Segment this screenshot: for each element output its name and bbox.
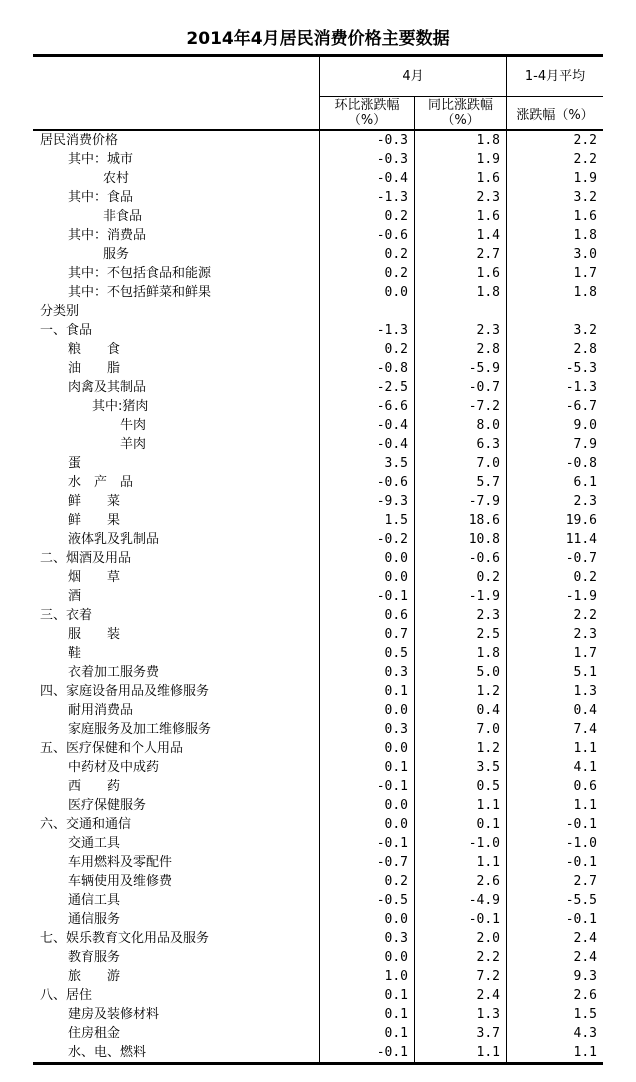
table-row bbox=[33, 188, 603, 207]
yoy-value: 7.2 bbox=[415, 967, 507, 986]
avg-value: 9.3 bbox=[573, 969, 597, 984]
avg-value: -1.0 bbox=[565, 836, 597, 851]
yoy-value: 1.6 bbox=[415, 264, 507, 283]
avg-value: 1.5 bbox=[573, 1007, 597, 1022]
table-row bbox=[33, 169, 603, 188]
row-label: 其中：不包括食品和能源 bbox=[33, 264, 320, 283]
row-label: 烟 草 bbox=[33, 568, 320, 587]
yoy-value: -1.0 bbox=[415, 834, 507, 853]
yoy-value: 7.0 bbox=[415, 454, 507, 473]
mom-value: -2.5 bbox=[320, 378, 415, 397]
row-label: 通信工具 bbox=[33, 891, 320, 910]
mom-value: -0.7 bbox=[320, 853, 415, 872]
table-row bbox=[33, 1005, 603, 1024]
mom-value: -1.3 bbox=[320, 188, 415, 207]
yoy-value: 2.2 bbox=[415, 948, 507, 967]
table-row bbox=[33, 777, 603, 796]
avg-value: 0.4 bbox=[573, 703, 597, 718]
mom-value: 3.5 bbox=[320, 454, 415, 473]
table-row bbox=[33, 625, 603, 644]
avg-value: 1.1 bbox=[573, 798, 597, 813]
mom-value: 0.1 bbox=[320, 758, 415, 777]
avg-value: -0.1 bbox=[565, 912, 597, 927]
mom-value: -0.1 bbox=[320, 834, 415, 853]
yoy-value: 18.6 bbox=[415, 511, 507, 530]
column-group-avg: 1-4月平均 bbox=[507, 57, 603, 97]
row-label: 四、家庭设备用品及维修服务 bbox=[33, 682, 320, 701]
avg-value: 4.1 bbox=[573, 760, 597, 775]
avg-value: 1.1 bbox=[573, 1045, 597, 1060]
mom-value: 0.1 bbox=[320, 986, 415, 1005]
avg-value: 1.7 bbox=[573, 266, 597, 281]
column-header-yoy-label: 同比涨跌幅 bbox=[427, 98, 493, 113]
avg-value: 0.6 bbox=[573, 779, 597, 794]
avg-value: 2.4 bbox=[573, 950, 597, 965]
row-label: 农村 bbox=[33, 169, 320, 188]
row-label: 水、电、燃料 bbox=[33, 1043, 320, 1062]
yoy-value: 1.2 bbox=[415, 739, 507, 758]
avg-value: -0.1 bbox=[565, 855, 597, 870]
row-label: 油 脂 bbox=[33, 359, 320, 378]
avg-value: -0.8 bbox=[565, 456, 597, 471]
row-label: 旅 游 bbox=[33, 967, 320, 986]
avg-value: 4.3 bbox=[573, 1026, 597, 1041]
yoy-value: -0.6 bbox=[415, 549, 507, 568]
table-row bbox=[33, 606, 603, 625]
row-label: 蛋 bbox=[33, 454, 320, 473]
mom-value: 0.0 bbox=[320, 910, 415, 929]
table-row bbox=[33, 948, 603, 967]
yoy-value: 1.8 bbox=[415, 644, 507, 663]
avg-value: 3.2 bbox=[573, 190, 597, 205]
avg-value: 9.0 bbox=[573, 418, 597, 433]
yoy-value: 2.4 bbox=[415, 986, 507, 1005]
table-row bbox=[33, 321, 603, 340]
row-label: 其中:猪肉 bbox=[33, 397, 320, 416]
avg-value: -1.9 bbox=[565, 589, 597, 604]
row-label: 一、食品 bbox=[33, 321, 320, 340]
table-row bbox=[33, 739, 603, 758]
yoy-value: 0.5 bbox=[415, 777, 507, 796]
mom-value: 0.0 bbox=[320, 283, 415, 302]
row-label: 五、医疗保健和个人用品 bbox=[33, 739, 320, 758]
yoy-value: 2.3 bbox=[415, 606, 507, 625]
yoy-value: 2.6 bbox=[415, 872, 507, 891]
mom-value: -0.1 bbox=[320, 587, 415, 606]
avg-value: 3.0 bbox=[573, 247, 597, 262]
mom-value: 0.1 bbox=[320, 682, 415, 701]
table-row bbox=[33, 891, 603, 910]
avg-value: 7.4 bbox=[573, 722, 597, 737]
avg-value: 5.1 bbox=[573, 665, 597, 680]
mom-value: 0.2 bbox=[320, 264, 415, 283]
row-label: 耐用消费品 bbox=[33, 701, 320, 720]
row-label: 建房及装修材料 bbox=[33, 1005, 320, 1024]
yoy-value: 1.6 bbox=[415, 169, 507, 188]
table-row bbox=[33, 720, 603, 739]
row-label: 通信服务 bbox=[33, 910, 320, 929]
avg-value: -1.3 bbox=[565, 380, 597, 395]
mom-value: 1.0 bbox=[320, 967, 415, 986]
avg-value: 2.2 bbox=[573, 152, 597, 167]
column-group-april: 4月 bbox=[320, 57, 507, 97]
row-label: 酒 bbox=[33, 587, 320, 606]
avg-value: 11.4 bbox=[565, 532, 597, 547]
mom-value: -1.3 bbox=[320, 321, 415, 340]
table-row bbox=[33, 834, 603, 853]
yoy-value: 1.8 bbox=[415, 283, 507, 302]
table-row bbox=[33, 416, 603, 435]
row-label: 衣着加工服务费 bbox=[33, 663, 320, 682]
table-row bbox=[33, 758, 603, 777]
row-label: 服 装 bbox=[33, 625, 320, 644]
table-row bbox=[33, 397, 603, 416]
yoy-value: 7.0 bbox=[415, 720, 507, 739]
mom-value: 0.2 bbox=[320, 872, 415, 891]
row-label: 七、娱乐教育文化用品及服务 bbox=[33, 929, 320, 948]
table-row bbox=[33, 853, 603, 872]
mom-value: -0.8 bbox=[320, 359, 415, 378]
row-label: 医疗保健服务 bbox=[33, 796, 320, 815]
yoy-value: 10.8 bbox=[415, 530, 507, 549]
table-row bbox=[33, 644, 603, 663]
avg-value: 2.8 bbox=[573, 342, 597, 357]
yoy-value: 1.3 bbox=[415, 1005, 507, 1024]
column-header-yoy bbox=[415, 97, 507, 129]
yoy-value: 6.3 bbox=[415, 435, 507, 454]
mom-value: -0.3 bbox=[320, 131, 415, 150]
mom-value: 0.3 bbox=[320, 929, 415, 948]
column-header-mom-label: 环比涨跌幅 bbox=[334, 98, 400, 113]
column-header-yoy-unit: （%） bbox=[441, 113, 480, 128]
table-row bbox=[33, 815, 603, 834]
mom-value: 0.0 bbox=[320, 948, 415, 967]
avg-value: 1.3 bbox=[573, 684, 597, 699]
avg-value: 2.2 bbox=[573, 608, 597, 623]
row-label: 六、交通和通信 bbox=[33, 815, 320, 834]
mom-value: -0.3 bbox=[320, 150, 415, 169]
table-row bbox=[33, 967, 603, 986]
mom-value: -0.4 bbox=[320, 435, 415, 454]
row-label: 肉禽及其制品 bbox=[33, 378, 320, 397]
row-label: 家庭服务及加工维修服务 bbox=[33, 720, 320, 739]
yoy-value: -5.9 bbox=[415, 359, 507, 378]
table-row bbox=[33, 872, 603, 891]
table-row bbox=[33, 1043, 603, 1062]
yoy-value: 3.5 bbox=[415, 758, 507, 777]
yoy-value: 2.5 bbox=[415, 625, 507, 644]
column-header-mom-unit: （%） bbox=[347, 113, 387, 128]
yoy-value: 2.7 bbox=[415, 245, 507, 264]
yoy-value: 1.9 bbox=[415, 150, 507, 169]
row-label: 其中：不包括鲜菜和鲜果 bbox=[33, 283, 320, 302]
avg-value: -5.3 bbox=[565, 361, 597, 376]
table-row bbox=[33, 207, 603, 226]
column-header-avg: 涨跌幅（%） bbox=[516, 107, 594, 123]
mom-value: -0.4 bbox=[320, 169, 415, 188]
yoy-value: 2.8 bbox=[415, 340, 507, 359]
yoy-value: 1.8 bbox=[415, 131, 507, 150]
table-row bbox=[33, 359, 603, 378]
table-row bbox=[33, 283, 603, 302]
mom-value: 0.3 bbox=[320, 720, 415, 739]
avg-value: 1.7 bbox=[573, 646, 597, 661]
mom-value: -6.6 bbox=[320, 397, 415, 416]
row-label: 其中：食品 bbox=[33, 188, 320, 207]
table-row bbox=[33, 340, 603, 359]
table-row bbox=[33, 549, 603, 568]
row-label: 粮 食 bbox=[33, 340, 320, 359]
mom-value: 0.1 bbox=[320, 1005, 415, 1024]
avg-value: -5.5 bbox=[565, 893, 597, 908]
yoy-value: 2.0 bbox=[415, 929, 507, 948]
table-row bbox=[33, 682, 603, 701]
yoy-value: 1.1 bbox=[415, 796, 507, 815]
row-label: 中药材及中成药 bbox=[33, 758, 320, 777]
mom-value: -0.2 bbox=[320, 530, 415, 549]
avg-value: 7.9 bbox=[573, 437, 597, 452]
table-row bbox=[33, 986, 603, 1005]
mom-value: 0.0 bbox=[320, 568, 415, 587]
row-label: 教育服务 bbox=[33, 948, 320, 967]
table-row bbox=[33, 910, 603, 929]
page-title: 2014年4月居民消费价格主要数据 bbox=[186, 29, 450, 49]
table-row bbox=[33, 150, 603, 169]
mom-value: 0.0 bbox=[320, 701, 415, 720]
avg-value: 2.3 bbox=[573, 494, 597, 509]
mom-value: 0.7 bbox=[320, 625, 415, 644]
avg-value: 1.8 bbox=[573, 228, 597, 243]
row-label: 羊肉 bbox=[33, 435, 320, 454]
row-label: 车用燃料及零配件 bbox=[33, 853, 320, 872]
table-row bbox=[33, 454, 603, 473]
yoy-value: -7.2 bbox=[415, 397, 507, 416]
yoy-value: 1.1 bbox=[415, 853, 507, 872]
mom-value: 0.6 bbox=[320, 606, 415, 625]
row-label: 其中：消费品 bbox=[33, 226, 320, 245]
table-row bbox=[33, 1024, 603, 1043]
row-label: 鲜 菜 bbox=[33, 492, 320, 511]
yoy-value: 1.2 bbox=[415, 682, 507, 701]
mom-value: -0.1 bbox=[320, 777, 415, 796]
mom-value: 0.0 bbox=[320, 739, 415, 758]
row-label: 水 产 品 bbox=[33, 473, 320, 492]
table-row bbox=[33, 473, 603, 492]
yoy-value bbox=[415, 302, 507, 321]
row-label: 住房租金 bbox=[33, 1024, 320, 1043]
table-row bbox=[33, 264, 603, 283]
avg-value: 6.1 bbox=[573, 475, 597, 490]
table-row bbox=[33, 530, 603, 549]
mom-value: 0.1 bbox=[320, 1024, 415, 1043]
avg-value: 2.7 bbox=[573, 874, 597, 889]
avg-value: 2.3 bbox=[573, 627, 597, 642]
avg-value: 2.4 bbox=[573, 931, 597, 946]
table-row bbox=[33, 587, 603, 606]
row-label: 八、居住 bbox=[33, 986, 320, 1005]
row-label: 车辆使用及维修费 bbox=[33, 872, 320, 891]
mom-value: 0.2 bbox=[320, 207, 415, 226]
table-body bbox=[33, 131, 603, 1062]
table-row bbox=[33, 568, 603, 587]
row-label: 交通工具 bbox=[33, 834, 320, 853]
mom-value: -0.5 bbox=[320, 891, 415, 910]
table-row bbox=[33, 701, 603, 720]
yoy-value: -0.7 bbox=[415, 378, 507, 397]
mom-value: 0.3 bbox=[320, 663, 415, 682]
yoy-value: -0.1 bbox=[415, 910, 507, 929]
mom-value: 0.0 bbox=[320, 815, 415, 834]
yoy-value: 1.1 bbox=[415, 1043, 507, 1062]
yoy-value: 0.2 bbox=[415, 568, 507, 587]
mom-value: -0.6 bbox=[320, 226, 415, 245]
avg-value: -0.1 bbox=[565, 817, 597, 832]
row-label: 非食品 bbox=[33, 207, 320, 226]
table-row bbox=[33, 378, 603, 397]
yoy-value: 1.4 bbox=[415, 226, 507, 245]
mom-value: 0.0 bbox=[320, 549, 415, 568]
table-row bbox=[33, 131, 603, 150]
yoy-value: -4.9 bbox=[415, 891, 507, 910]
avg-value: -6.7 bbox=[565, 399, 597, 414]
row-label: 分类别 bbox=[33, 302, 320, 321]
table-row bbox=[33, 663, 603, 682]
table-row bbox=[33, 511, 603, 530]
mom-value: 0.2 bbox=[320, 245, 415, 264]
avg-value: 1.8 bbox=[573, 285, 597, 300]
yoy-value: 8.0 bbox=[415, 416, 507, 435]
table-header bbox=[33, 57, 603, 131]
table-row bbox=[33, 435, 603, 454]
yoy-value: 1.6 bbox=[415, 207, 507, 226]
row-label: 液体乳及乳制品 bbox=[33, 530, 320, 549]
yoy-value: 0.4 bbox=[415, 701, 507, 720]
yoy-value: 5.0 bbox=[415, 663, 507, 682]
yoy-value: 0.1 bbox=[415, 815, 507, 834]
avg-value: 0.2 bbox=[573, 570, 597, 585]
row-header-spacer bbox=[33, 57, 320, 129]
row-label: 鞋 bbox=[33, 644, 320, 663]
table-row bbox=[33, 796, 603, 815]
mom-value bbox=[320, 302, 415, 321]
mom-value: -9.3 bbox=[320, 492, 415, 511]
avg-value bbox=[507, 302, 603, 321]
yoy-value: -1.9 bbox=[415, 587, 507, 606]
mom-value: -0.4 bbox=[320, 416, 415, 435]
column-header-mom bbox=[320, 97, 415, 129]
row-label: 居民消费价格 bbox=[33, 131, 320, 150]
avg-value: 2.6 bbox=[573, 988, 597, 1003]
yoy-value: 2.3 bbox=[415, 188, 507, 207]
avg-value: 3.2 bbox=[573, 323, 597, 338]
avg-value: 1.9 bbox=[573, 171, 597, 186]
row-label: 鲜 果 bbox=[33, 511, 320, 530]
row-label: 服务 bbox=[33, 245, 320, 264]
yoy-value: 2.3 bbox=[415, 321, 507, 340]
yoy-value: -7.9 bbox=[415, 492, 507, 511]
row-label: 其中：城市 bbox=[33, 150, 320, 169]
mom-value: 1.5 bbox=[320, 511, 415, 530]
mom-value: -0.1 bbox=[320, 1043, 415, 1062]
avg-value: 1.1 bbox=[573, 741, 597, 756]
avg-value: 2.2 bbox=[573, 133, 597, 148]
mom-value: 0.0 bbox=[320, 796, 415, 815]
mom-value: -0.6 bbox=[320, 473, 415, 492]
mom-value: 0.2 bbox=[320, 340, 415, 359]
table-row bbox=[33, 492, 603, 511]
row-label: 牛肉 bbox=[33, 416, 320, 435]
row-label: 三、衣着 bbox=[33, 606, 320, 625]
yoy-value: 5.7 bbox=[415, 473, 507, 492]
yoy-value: 3.7 bbox=[415, 1024, 507, 1043]
row-label: 二、烟酒及用品 bbox=[33, 549, 320, 568]
table-row bbox=[33, 302, 603, 321]
table-row bbox=[33, 226, 603, 245]
mom-value: 0.5 bbox=[320, 644, 415, 663]
cpi-table bbox=[33, 54, 603, 1065]
table-row bbox=[33, 929, 603, 948]
avg-value: 1.6 bbox=[573, 209, 597, 224]
avg-value: 19.6 bbox=[565, 513, 597, 528]
table-row bbox=[33, 245, 603, 264]
avg-value: -0.7 bbox=[565, 551, 597, 566]
row-label: 西 药 bbox=[33, 777, 320, 796]
